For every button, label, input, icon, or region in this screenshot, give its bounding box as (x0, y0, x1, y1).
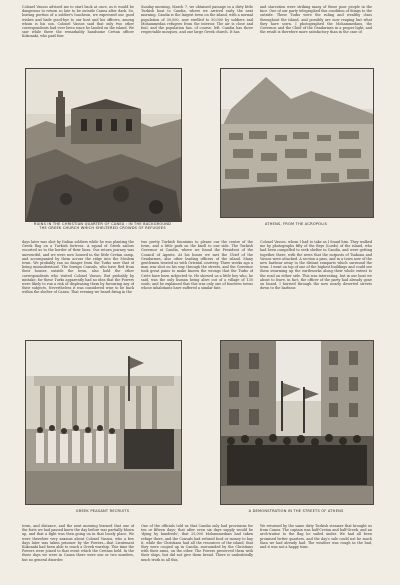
demonstration-illustration (221, 341, 373, 504)
top-text-column-2: Sunday morning, March 7, we obtained passage in a dirty little Turkish boat to Candia, where we arrived early the next morning. Candia is the largest town on the island, with a normal population of 30,000, now swelled to 50,000 by soldiers and Mohammedan refugees from the interior. The air is close and foul, and the population has, of course, left. Candia has three respectable mosques, and one large Greek church. It has (141, 5, 253, 35)
top-text-column-3: and starvation were striking many of these poor people in the face. One of our party telegraphed this condition of things to the outside. These Turks were the ruling and wealthy class throughout the island, and possibly are now reaping but what they have sown. I photographed the Mohammedans, the Governor, and the Chief of the Gendarmes in a proper light, and the result is therefore more satisfactory than in the case of (260, 5, 372, 35)
caption-ruins: RUINS IN THE CHRISTIAN QUARTER OF CANEA : IN THE BACKGROUND THE GREEK CHURCH WHICH SHELTERED CROWDS OF REFUGEES (33, 222, 172, 231)
athens-illustration (221, 69, 373, 217)
caption-athens: ATHENS, FROM THE ACROPOLIS (264, 222, 328, 226)
ruins-illustration (26, 69, 181, 221)
bottom-text-column-2: One of the officials told us that Candia only had provisions for ten or fifteen days; that after even six days supply would be 'dying by hundreds'; that 25,000 Mohammedans had taken refuge there, and the Consuls had refused food or money to buy it, while the Christians had all the resources of the island, that they were cooped up in Candia, surrounded by the Christians with their arms, on the other. The Powers preserved them with their ships, but did not give them bread. There is undoubtedly much truth in all this, (141, 524, 253, 562)
photo-athens-acropolis (220, 68, 374, 218)
bottom-text-column-3: We returned by the same dirty Turkish steamer that brought us from Canea. The captain was half-Cretan and half-Greek, and an arch-traitor to the flag he sailed under. We had all been promised better quarters, and the day's sale could not be much than we had already had. The weather was rough in the bad, and it was not a happy time. (260, 524, 372, 550)
photo-ruins-canea (25, 68, 182, 222)
photo-demonstration-athens (220, 340, 374, 505)
caption-demonstration: A DEMONSTRATION IN THE STREETS OF ATHENS (248, 509, 344, 513)
middle-text-column-1: days later was shot by Italian soldiers while he was planting the Greek flag on a Turkish fortress. A squad of Greek sailors escorted us to the border of their lines. Our return journey was uneventful, and we were now housed in the little Cretan camp, and accompanied by them across the ridge into the Moslem town. We probably ran no danger from the Turks save that of being misunderstood. The foreign Consuls, who have fled from their houses outside the town, also hold the other correspondents who visited Colonel Vassos. But probably by mistake, for these Turks apparently had no idea that the Powers were likely to run a risk of displeasing them by favouring any of their subjects. Nevertheless it was considered wise to be back within the shelter of Canea. That evening we heard firing in the (22, 240, 134, 295)
recruits-illustration (26, 341, 181, 504)
bottom-text-column-1: town, and distance, and the next morning learned that one of the forts we had passed knew the day before was partially blown up, and that a fight was then going on in that lonely place. We were therefore very anxious about Colonel Vassos, who a few days later was taken prisoner by the Powers—that Lieutenant Kokonaki had been able to reach a Greek warship. This time the Powers were joined to that event which the Cretans held. In the three days we were in Canea there were one or two murders, but no general disorder. (22, 524, 134, 562)
top-text-column-1: Colonel Vassos advised me to start back at once, as it would be dangerous to return so late to be outside Canea after dark. So, leaving portion of a soldier's luncheon, we expressed our good wishes and bade good-bye to our host and his officers, among whom is his son. Colonel Vassos said that only two other correspondents had ever been since he landed on the island. We saw while there the remarkably handsome Cretan officer Kokonaki, who paid four (22, 5, 134, 39)
photo-greek-peasant-recruits (25, 340, 182, 505)
middle-text-column-2: two pretty Turkish fountains to please our the centre of the town, and a little park on the knoll to one side. The Turkish Governor at Candia, where we found the President of the Council of Agents. At his house we met the Chief of the Gendarmes, also other leading officers of the island. Many gentlemen treated us with Oriental courtesy. Three weeks ago a man was shot on his way through the streets, and the Governor took great pains to make known the wrongs that the Turks of Crete have been subjected to. He showed us a little boy who, he said, was the only human being alive out of a village of 130 souls; and he explained that this was only one of fourteen towns whose inhabitants have suffered a similar fate. (141, 240, 253, 291)
middle-text-column-3: Colonel Vassos, whom I had to take as I found him. They walked me by photographs fifty of the Beys (Lords) of the island, who had been compelled to seek shelter in Candia, and were getting together there, with the news that the outposts of Tsakona and Vassos were attacked. A section a pass, and in a town now of the new harbour away to the distant ramparts which surround the town. I went on top of one of the highest buildings and could see them swarming up the earthworks along their whole extent to the road on either side. This was interesting, but in our boat we about to leave, in fact, the officer of the party had already gone on board. I hurried through the now nearly deserted streets down to the harbour. (260, 240, 372, 291)
caption-recruits: GREEK PEASANT RECRUITS (75, 509, 130, 513)
